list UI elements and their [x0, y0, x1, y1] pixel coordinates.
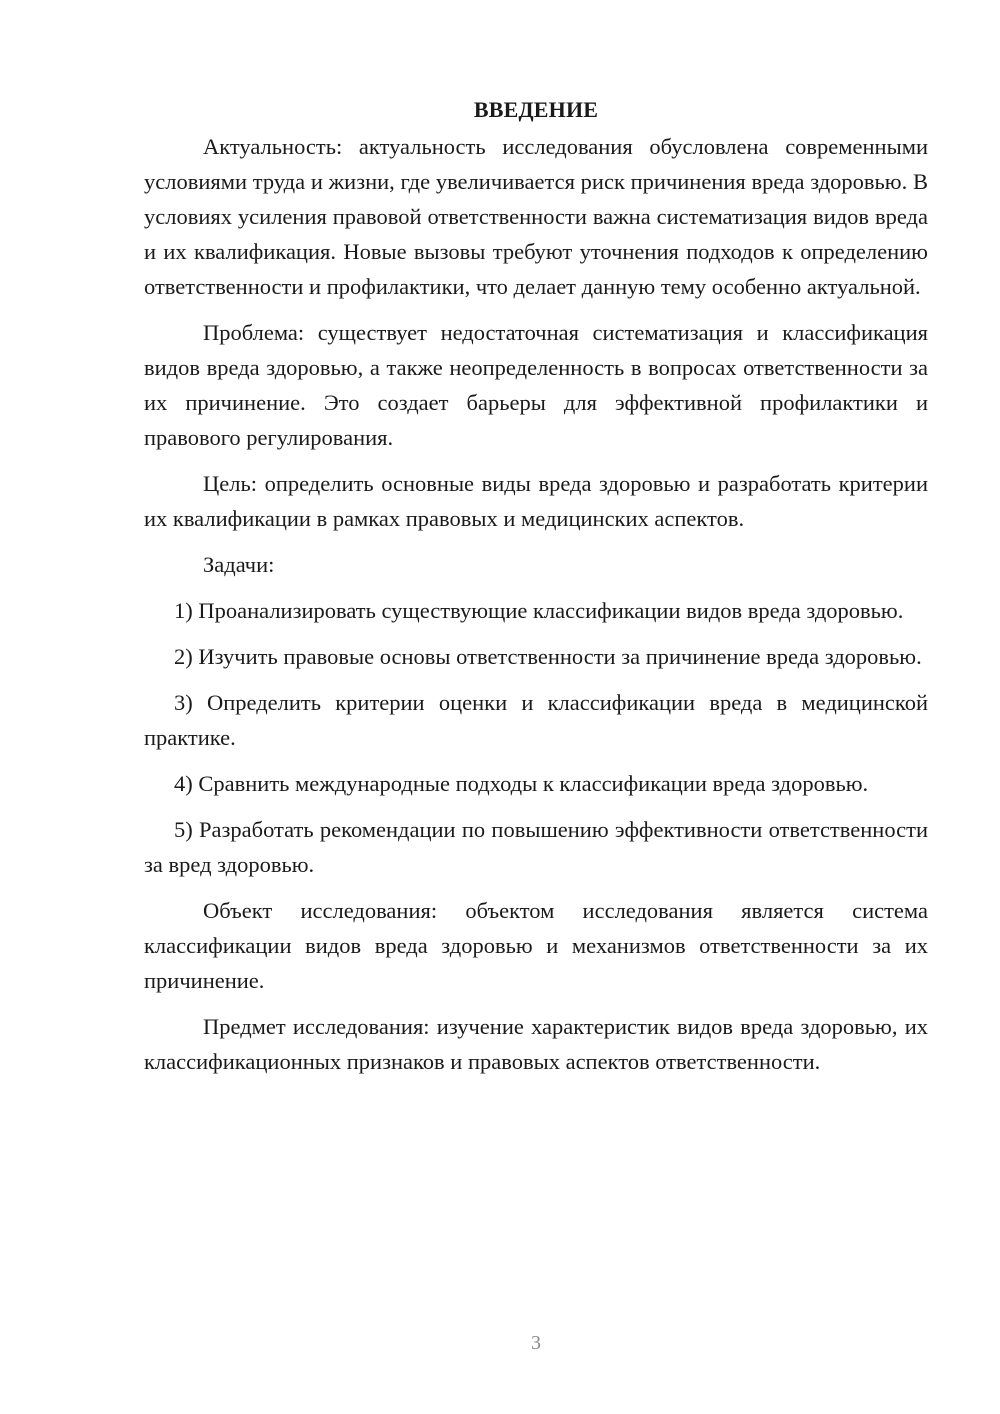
task-item-1: 1) Проанализировать существующие классификации видов вреда здоровью. [174, 598, 904, 623]
page-content [144, 92, 928, 1090]
paragraph-goal: Цель: определить основные виды вреда здоровью и разработать критерии их квалификации в рамках правовых и медицинских аспектов. [144, 471, 928, 531]
task-item-3: 3) Определить критерии оценки и классификации вреда в медицинской практике. [144, 690, 928, 750]
paragraph-relevance: Актуальность: актуальность исследования обусловлена современными условиями труда и жизни, где увеличивается риск причинения вреда здоровью. В условиях усиления правовой ответственности важна систематизация видов вреда и их квалификация. Новые вызовы требуют уточнения подходов к определению ответственности и профилактики, что делает данную тему особенно актуальной. [144, 134, 928, 299]
task-item-5: 5) Разработать рекомендации по повышению эффективности ответственности за вред здоровью. [144, 817, 928, 877]
page-number: 3 [531, 1332, 541, 1354]
task-item-2: 2) Изучить правовые основы ответственности за причинение вреда здоровью. [174, 644, 922, 669]
tasks-label: Задачи: [203, 552, 275, 577]
paragraph-problem: Проблема: существует недостаточная систематизация и классификация видов вреда здоровью, а также неопределенность в вопросах ответственности за их причинение. Это создает барьеры для эффективной профилактики и правового регулирования. [144, 320, 928, 450]
task-item-4: 4) Сравнить международные подходы к классификации вреда здоровью. [174, 771, 869, 796]
paragraph-subject: Предмет исследования: изучение характеристик видов вреда здоровью, их классификационных признаков и правовых аспектов ответственности. [144, 1014, 928, 1074]
page-title: ВВЕДЕНИЕ [473, 97, 599, 122]
paragraph-object: Объект исследования: объектом исследования является система классификации видов вреда здоровью и механизмов ответственности за их причинение. [144, 898, 928, 993]
